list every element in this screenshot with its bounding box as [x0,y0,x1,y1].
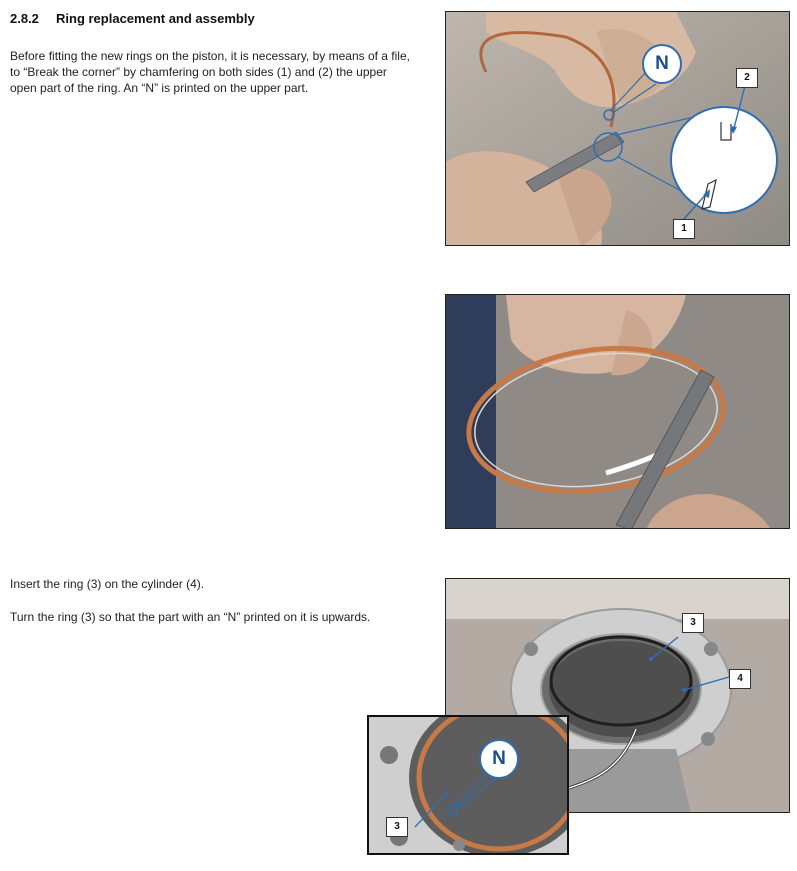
section-title: Ring replacement and assembly [56,11,255,26]
paragraph-line: to “Break the corner” by chamfering on both sides (1) and (2) the upper [10,65,387,79]
photo-ring-filing [445,294,790,529]
callout-4: 4 [729,669,751,689]
instruction-turn-ring: Turn the ring (3) so that the part with an “N” printed on it is upwards. [10,610,371,624]
section-heading [10,11,255,26]
callout-1: 1 [673,219,695,239]
photo-ring-filing-illustration [446,295,790,529]
n-mark-badge: N [479,739,519,779]
photo-inset-n-mark [367,715,569,855]
n-mark-badge: N [642,44,682,84]
photo-ring-chamfer-illustration [446,12,790,246]
section-number: 2.8.2 [10,11,39,26]
callout-3: 3 [386,817,408,837]
callout-3: 3 [682,613,704,633]
instruction-insert-ring: Insert the ring (3) on the cylinder (4). [10,577,205,591]
paragraph-line: Before fitting the new rings on the piston, it is necessary, by means of a file, [10,49,410,63]
paragraph-line: open part of the ring. An “N” is printed on the upper part. [10,81,309,95]
callout-2: 2 [736,68,758,88]
instruction-paragraph-chamfer [10,48,430,96]
photo-ring-chamfer-detail [445,11,790,246]
